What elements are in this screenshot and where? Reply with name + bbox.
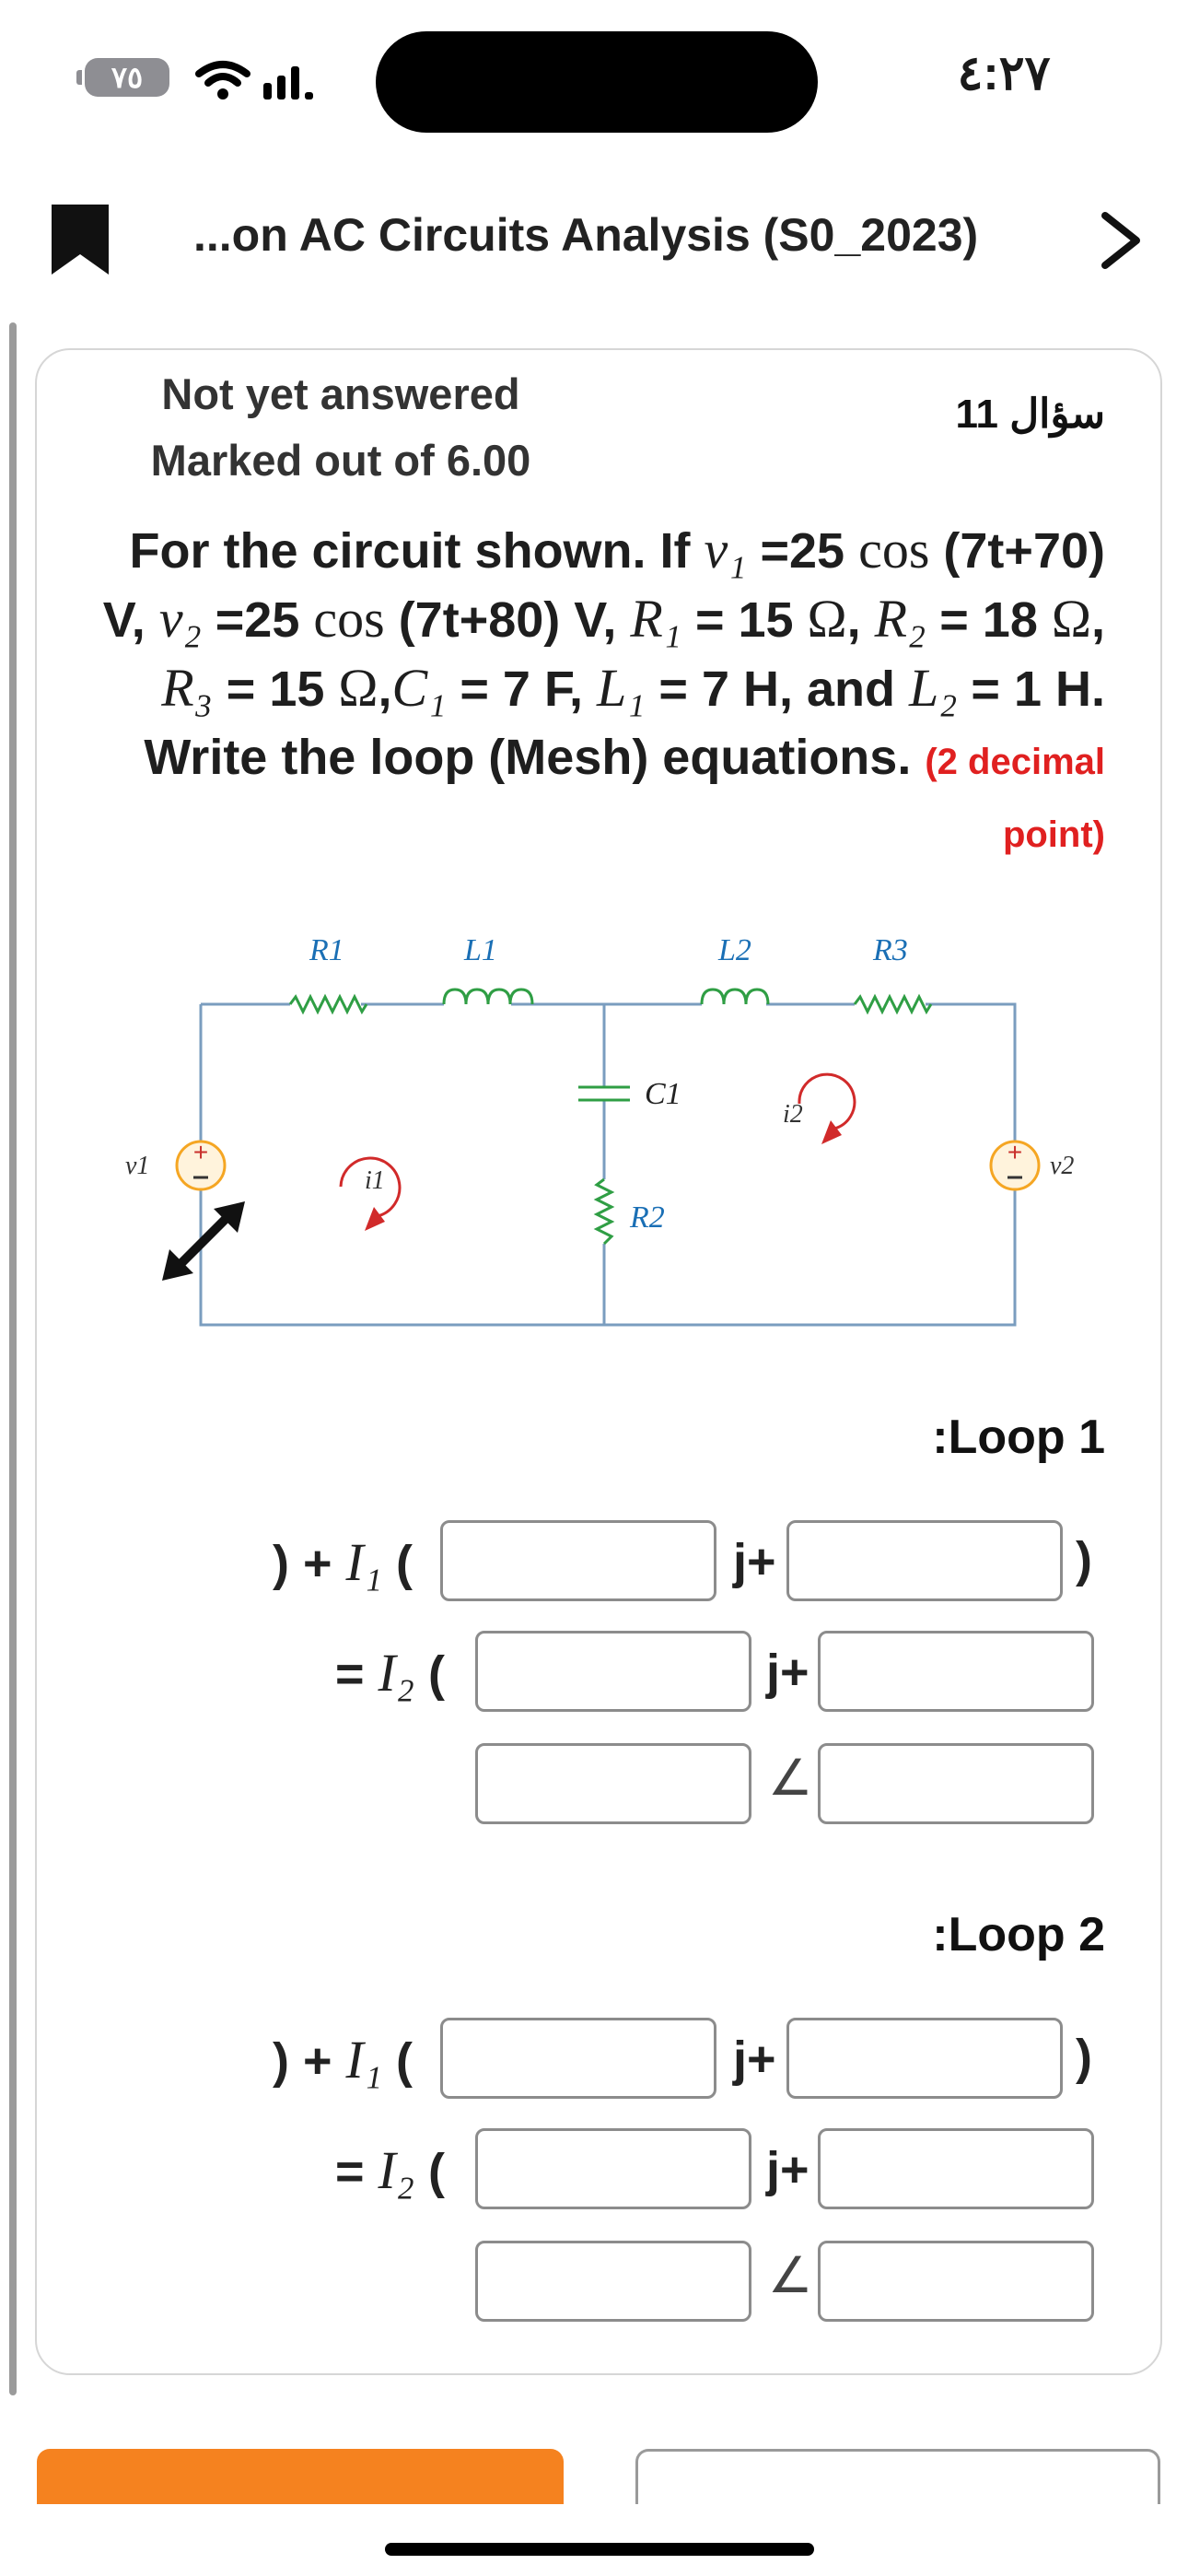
question-status [111, 361, 571, 494]
loop1-i2-real-input[interactable] [475, 1631, 751, 1712]
resistor-r2 [597, 1179, 611, 1244]
loop2-source-angle-input[interactable] [818, 2241, 1094, 2322]
label-l2: L2 [718, 933, 751, 967]
dynamic-island [376, 31, 818, 133]
inductor-l2 [702, 989, 768, 1004]
loop1-source-magnitude-input[interactable] [475, 1743, 751, 1824]
label-r1: R1 [309, 933, 344, 967]
loop1-angle-icon: ∠ [768, 1751, 813, 1806]
battery-indicator: ٧٥ [85, 58, 169, 97]
source-v2 [991, 1138, 1039, 1189]
label-r3: R3 [873, 933, 908, 967]
resistor-r1 [290, 997, 367, 1012]
loop2-source-magnitude-input[interactable] [475, 2241, 751, 2322]
loop1-label: :Loop 1 [932, 1411, 1105, 1464]
mesh-arrow-i2-icon [799, 1074, 855, 1144]
loop1-i1-imag-input[interactable] [786, 1520, 1063, 1601]
label-l1: L1 [464, 933, 497, 967]
scrollbar[interactable] [9, 322, 17, 2395]
question-number: سؤال 11 [955, 392, 1105, 437]
loop1-i2-imag-input[interactable] [818, 1631, 1094, 1712]
quiz-title: ...on AC Circuits Analysis (S0_2023) [193, 209, 979, 261]
cellular-signal-icon [263, 66, 313, 100]
question-text: For the circuit shown. If v₁ =25 cos (7t+70) V, v₂ =25 cos (7t+80) V, R₁ = 15 Ω, R₂ = 18 Ω, R₃ = 15 Ω,C₁ = 7 F, L₁ = 7 H, and L₂ = 1 H. Write the loop (Mesh) equations. (2 decimal point) [102, 520, 1105, 855]
label-i1: i1 [365, 1166, 385, 1195]
label-v1: v1 [125, 1152, 150, 1180]
loop2-row2-prefix: = I₂ ( [335, 2140, 446, 2200]
marks-text: Marked out of 6.00 [150, 436, 531, 485]
home-indicator[interactable] [385, 2543, 814, 2556]
loop2-close-paren: ) [1076, 2030, 1092, 2085]
loop2-j-label: j+ [733, 2032, 776, 2087]
loop1-j-label: j+ [733, 1534, 776, 1589]
wires [201, 1004, 1015, 1325]
svg-text:+: + [1007, 1138, 1023, 1166]
loop2-i2-imag-input[interactable] [818, 2128, 1094, 2209]
bookmark-icon[interactable] [52, 205, 109, 275]
loop2-label: :Loop 2 [932, 1908, 1105, 1961]
loop2-i1-real-input[interactable] [440, 2018, 716, 2099]
loop2-i1-imag-input[interactable] [786, 2018, 1063, 2099]
loop2-i2-j-label: j+ [766, 2142, 809, 2197]
bottom-safe-area [0, 2504, 1188, 2576]
svg-text:+: + [192, 1138, 209, 1166]
loop1-source-angle-input[interactable] [818, 1743, 1094, 1824]
loop2-row1-prefix: ) + I₁ ( [273, 2030, 413, 2090]
status-text: Not yet answered [161, 369, 520, 418]
inductor-l1 [444, 989, 532, 1004]
label-r2: R2 [630, 1200, 665, 1235]
loop1-i2-j-label: j+ [766, 1645, 809, 1700]
wifi-icon [199, 64, 247, 100]
resistor-r3 [855, 997, 931, 1012]
chevron-right-icon[interactable] [1094, 208, 1149, 273]
label-v2: v2 [1050, 1152, 1075, 1180]
label-c1: C1 [645, 1077, 681, 1111]
capacitor-c1 [578, 1087, 630, 1100]
loop1-i1-real-input[interactable] [440, 1520, 716, 1601]
loop1-row2-prefix: = I₂ ( [335, 1643, 446, 1703]
loop1-close-paren: ) [1076, 1532, 1092, 1587]
loop2-angle-icon: ∠ [768, 2248, 813, 2303]
decimal-hint: (2 decimal point) [925, 742, 1105, 855]
resize-cursor-icon [162, 1201, 245, 1281]
signal-wifi-icons [192, 57, 330, 103]
loop2-i2-real-input[interactable] [475, 2128, 751, 2209]
source-v1 [177, 1138, 225, 1189]
circuit-diagram [92, 912, 1133, 1345]
loop1-row1-prefix: ) + I₁ ( [273, 1532, 413, 1592]
status-time: ٤:٢٧ [957, 47, 1051, 100]
label-i2: i2 [783, 1100, 803, 1129]
